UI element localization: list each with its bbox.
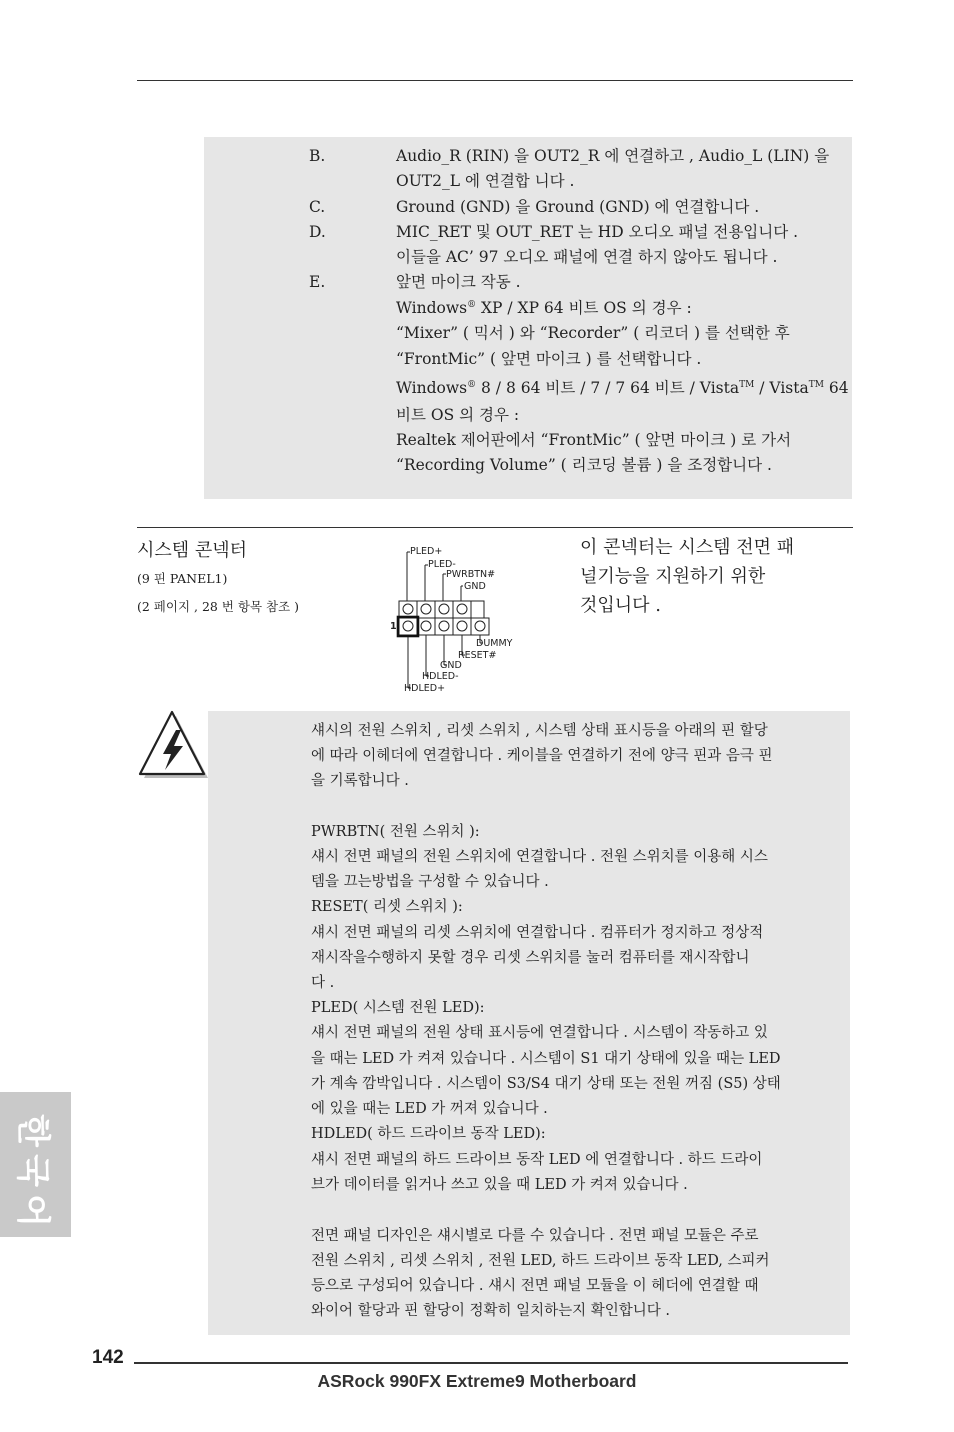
warning-line: 가 계속 깜박입니다 . 시스템이 S3/S4 대기 상태 또는 전원 꺼짐 (S5) 상태 [311,1076,781,1092]
pin-label-gnd-top: GND [464,581,486,592]
win8-line-2: 비트 OS 의 경우 : [396,406,520,424]
header-rule [137,80,853,81]
win8-prefix: Windows [396,379,468,397]
winxp-line-3: “FrontMic” ( 앞면 마이크 ) 를 선택합니다 . [396,350,702,368]
warning-line: 등으로 구성되어 있습니다 . 섀시 전면 패널 모듈을 이 헤더에 연결할 때 [311,1278,759,1294]
page-number: 142 [92,1347,124,1368]
step-d-line-2: 이들을 AC’ 97 오디오 패널에 연결 하지 않아도 됩니다 . [396,248,778,266]
pin-label-hdled-minus: HDLED- [422,671,459,682]
warning-line: 섀시 전면 패널의 전원 상태 표시등에 연결합니다 . 시스템이 작동하고 있 [311,1025,768,1041]
step-letter-b: B. [309,147,326,165]
warning-line: 전면 패널 디자인은 섀시별로 다를 수 있습니다 . 전면 패널 모듈은 주로 [311,1228,759,1244]
win8-mid2: / Vista [754,379,809,397]
pin-label-pled-plus: PLED+ [410,546,443,557]
connector-description-line-2: 널기능을 지원하기 위한 [580,566,766,587]
win8-line-3: Realtek 제어판에서 “FrontMic” ( 앞면 마이크 ) 로 가서 [396,431,792,449]
win8-mid: 8 / 8 64 비트 / 7 / 7 64 비트 / Vista [476,379,740,397]
win8-line-1 [396,376,849,402]
warning-line: 에 따라 이헤더에 연결합니다 . 케이블을 연결하기 전에 양극 핀과 음극 핀 [311,748,773,764]
warning-line: 다 . [311,975,335,991]
winxp-line-1 [396,296,692,322]
pin-label-dummy: DUMMY [476,638,513,649]
pin-label-gnd-bottom: GND [440,660,462,671]
side-tab-char: 어 [12,1194,53,1227]
panel-header-diagram [390,544,530,696]
registered-mark: ® [467,380,477,390]
connector-reference: (2 페이지 , 28 번 항목 참조 ) [137,599,299,614]
warning-line: 브가 데이터를 읽거나 쓰고 있을 때 LED 가 켜져 있습니다 . [311,1177,688,1193]
step-e-line-1: 앞면 마이크 작동 . [396,273,521,291]
warning-line: PLED( 시스템 전원 LED): [311,1000,485,1016]
section-rule [137,527,853,528]
step-letter-c: C. [309,198,326,216]
pin-label-reset: RESET# [458,650,497,661]
warning-line: HDLED( 하드 드라이브 동작 LED): [311,1126,546,1142]
step-b-line-1: Audio_R (RIN) 을 OUT2_R 에 연결하고 , Audio_L (LIN) 을 [396,147,830,165]
warning-line: 와이어 할당과 핀 할당이 정확히 일치하는지 확인합니다 . [311,1303,671,1319]
footer-title: ASRock 990FX Extreme9 Motherboard [317,1371,637,1391]
winxp-prefix: Windows [396,299,468,317]
connector-description-line-1: 이 콘넥터는 시스템 전면 패 [580,537,795,558]
warning-line: 섀시 전면 패널의 전원 스위치에 연결합니다 . 전원 스위치를 이용해 시스 [311,849,768,865]
connector-subtitle: (9 핀 PANEL1) [137,571,228,586]
warning-line: 전원 스위치 , 리셋 스위치 , 전원 LED, 하드 드라이브 동작 LED, 스피커 [311,1253,770,1269]
pin-label-pled-minus: PLED- [428,559,456,570]
warning-line: 에 있을 때는 LED 가 꺼져 있습니다 . [311,1101,548,1117]
warning-line: 을 기록합니다 . [311,773,409,789]
warning-line: 재시작을수행하지 못할 경우 리셋 스위치를 눌러 컴퓨터를 재시작합니 [311,950,750,966]
side-tab-char: 국 [12,1154,53,1187]
win8-line-4: “Recording Volume” ( 리코딩 볼륨 ) 을 조정합니다 . [396,456,772,474]
footer-rule [134,1362,848,1364]
win8-suffix: 64 [823,379,849,397]
step-letter-d: D. [309,223,326,241]
pin-label-pwrbtn: PWRBTN# [446,569,496,580]
warning-line: RESET( 리셋 스위치 ): [311,899,463,915]
warning-line: 섀시 전면 패널의 하드 드라이브 동작 LED 에 연결합니다 . 하드 드라이 [311,1152,763,1168]
step-letter-e: E. [309,273,326,291]
side-tab-char: 한 [12,1114,53,1147]
warning-icon [136,708,210,780]
registered-mark: ® [467,300,477,310]
trademark-mark: TM [808,380,824,390]
warning-line: PWRBTN( 전원 스위치 ): [311,824,480,840]
step-b-line-2: OUT2_L 에 연결합 니다 . [396,172,575,190]
warning-line: 섀시 전면 패널의 리셋 스위치에 연결합니다 . 컴퓨터가 정지하고 정상적 [311,925,764,941]
connector-title: 시스템 콘넥터 [137,540,248,561]
winxp-line-2: “Mixer” ( 믹서 ) 와 “Recorder” ( 리코더 ) 를 선택한 후 [396,324,790,342]
warning-line: 을 때는 LED 가 켜져 있습니다 . 시스템이 S1 대기 상태에 있을 때는 LED [311,1051,781,1067]
warning-line: 템을 끄는방법을 구성할 수 있습니다 . [311,874,549,890]
step-d-line-1: MIC_RET 및 OUT_RET 는 HD 오디오 패널 전용입니다 . [396,223,799,241]
winxp-suffix: XP / XP 64 비트 OS 의 경우 : [476,299,692,317]
language-side-tab [0,1092,71,1237]
warning-line: 섀시의 전원 스위치 , 리셋 스위치 , 시스템 상태 표시등을 아래의 핀 할당 [311,723,768,739]
pin-diagram-graphic [390,544,530,696]
pin-one-marker: 1 [390,621,397,632]
pin-label-hdled-plus: HDLED+ [404,683,446,694]
step-c-line-1: Ground (GND) 을 Ground (GND) 에 연결합니다 . [396,198,760,216]
connector-description-line-3: 것입니다 . [580,595,661,616]
trademark-mark: TM [739,380,755,390]
